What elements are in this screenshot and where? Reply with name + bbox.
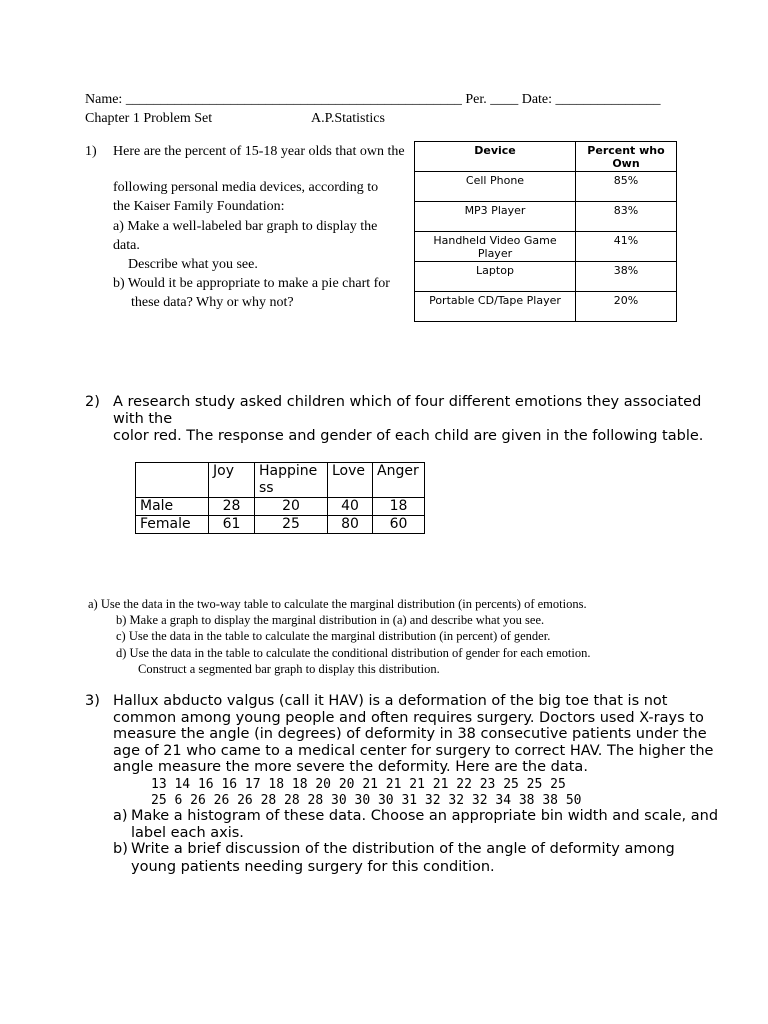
table-cell: Cell Phone (415, 172, 576, 202)
problem2-number: 2) (85, 394, 100, 410)
chapter-title: Chapter 1 Problem Set (85, 111, 213, 126)
problem3-line: measure the angle (in degrees) of deformity in 38 consecutive patients under the (113, 726, 707, 742)
problem3-number: 3) (85, 693, 100, 709)
problem3-part-b: Write a brief discussion of the distribution of the angle of deformity among (131, 841, 675, 857)
problem3-part-b-label: b) (113, 841, 128, 857)
table-cell: MP3 Player (415, 202, 576, 232)
table-cell: 18 (373, 498, 425, 516)
problem3-part-a-label: a) (113, 808, 128, 824)
table-header-row (136, 463, 425, 498)
problem1-line: Describe what you see. (128, 257, 258, 272)
subject-title: A.P.Statistics (311, 111, 385, 126)
problem2-part-a: a) Use the data in the two-way table to calculate the marginal distribution (in percents) of emotions. (88, 597, 587, 611)
table-cell: 61 (209, 516, 255, 534)
table-header-cell: Percent who Own (576, 142, 677, 172)
table-cell: 25 (255, 516, 328, 534)
problem2-line: A research study asked children which of four different emotions they associated (113, 394, 702, 410)
problem2-part-d: d) Use the data in the table to calculate the conditional distribution of gender for each emotion. (116, 646, 591, 660)
problem2-line: with the (113, 411, 173, 427)
table-row (136, 516, 425, 534)
problem2-part-b: b) Make a graph to display the marginal distribution in (a) and describe what you see. (116, 613, 545, 627)
angle-data-row: 25 6 26 26 26 28 28 28 30 30 30 31 32 32 32 34 38 38 50 (151, 793, 582, 808)
problem1-line: following personal media devices, according to (113, 180, 379, 195)
table-header-row (415, 142, 677, 172)
problem1-line: data. (113, 238, 140, 253)
table-row (415, 172, 677, 202)
table-cell: 83% (576, 202, 677, 232)
table-cell: 41% (576, 232, 677, 262)
table-header-cell: Happiness (255, 463, 328, 498)
table-row (415, 202, 677, 232)
chapter-line (85, 111, 385, 127)
problem3-part-a-cont: label each axis. (131, 825, 244, 841)
problem3-part-a: Make a histogram of these data. Choose an appropriate bin width and scale, and (131, 808, 719, 824)
problem2-part-d-cont: Construct a segmented bar graph to display this distribution. (138, 662, 440, 676)
table-header-cell: Joy (209, 463, 255, 498)
problem1-line: these data? Why or why not? (131, 295, 294, 310)
problem3-line: common among young people and often requires surgery. Doctors used X-rays to (113, 710, 704, 726)
device-ownership-table (414, 141, 677, 322)
table-row-label: Female (136, 516, 209, 534)
problem3-line: angle measure the more severe the deformity. Here are the data. (113, 759, 588, 775)
table-cell: 20 (255, 498, 328, 516)
table-cell: 40 (328, 498, 373, 516)
problem1-number: 1) (85, 144, 97, 159)
table-cell: 28 (209, 498, 255, 516)
table-cell: 60 (373, 516, 425, 534)
table-cell: 80 (328, 516, 373, 534)
table-row (415, 262, 677, 292)
table-cell: 38% (576, 262, 677, 292)
problem2-line: color red. The response and gender of each child are given in the following table. (113, 428, 704, 444)
name-period-date-line: Name: ________________________________________________ Per. ____ Date: _______________ (85, 92, 661, 107)
table-header-cell: Love (328, 463, 373, 498)
problem1-line: the Kaiser Family Foundation: (113, 199, 285, 214)
table-row (415, 292, 677, 322)
table-header-cell: Anger (373, 463, 425, 498)
table-header-cell: Device (415, 142, 576, 172)
problem1-part-b: b) Would it be appropriate to make a pie chart for (113, 276, 390, 291)
angle-data-row: 13 14 16 16 17 18 18 20 20 21 21 21 21 22 23 25 25 25 (151, 777, 566, 792)
problem1-line: Here are the percent of 15-18 year olds that own the (113, 144, 405, 159)
table-cell: Laptop (415, 262, 576, 292)
problem3-part-b-cont: young patients needing surgery for this condition. (131, 859, 495, 875)
table-row (415, 232, 677, 262)
table-row (136, 498, 425, 516)
emotion-gender-table (135, 462, 425, 534)
problem2-part-c: c) Use the data in the table to calculate the marginal distribution (in percent) of gender. (116, 629, 551, 643)
table-cell: 20% (576, 292, 677, 322)
problem1-part-a: a) Make a well-labeled bar graph to display the (113, 219, 378, 234)
problem3-line: age of 21 who came to a medical center for surgery to correct HAV. The higher the (113, 743, 714, 759)
table-cell: 85% (576, 172, 677, 202)
table-row-label: Male (136, 498, 209, 516)
table-header-cell (136, 463, 209, 498)
table-cell: Portable CD/Tape Player (415, 292, 576, 322)
problem3-line: Hallux abducto valgus (call it HAV) is a deformation of the big toe that is not (113, 693, 668, 709)
table-cell: Handheld Video Game Player (415, 232, 576, 262)
